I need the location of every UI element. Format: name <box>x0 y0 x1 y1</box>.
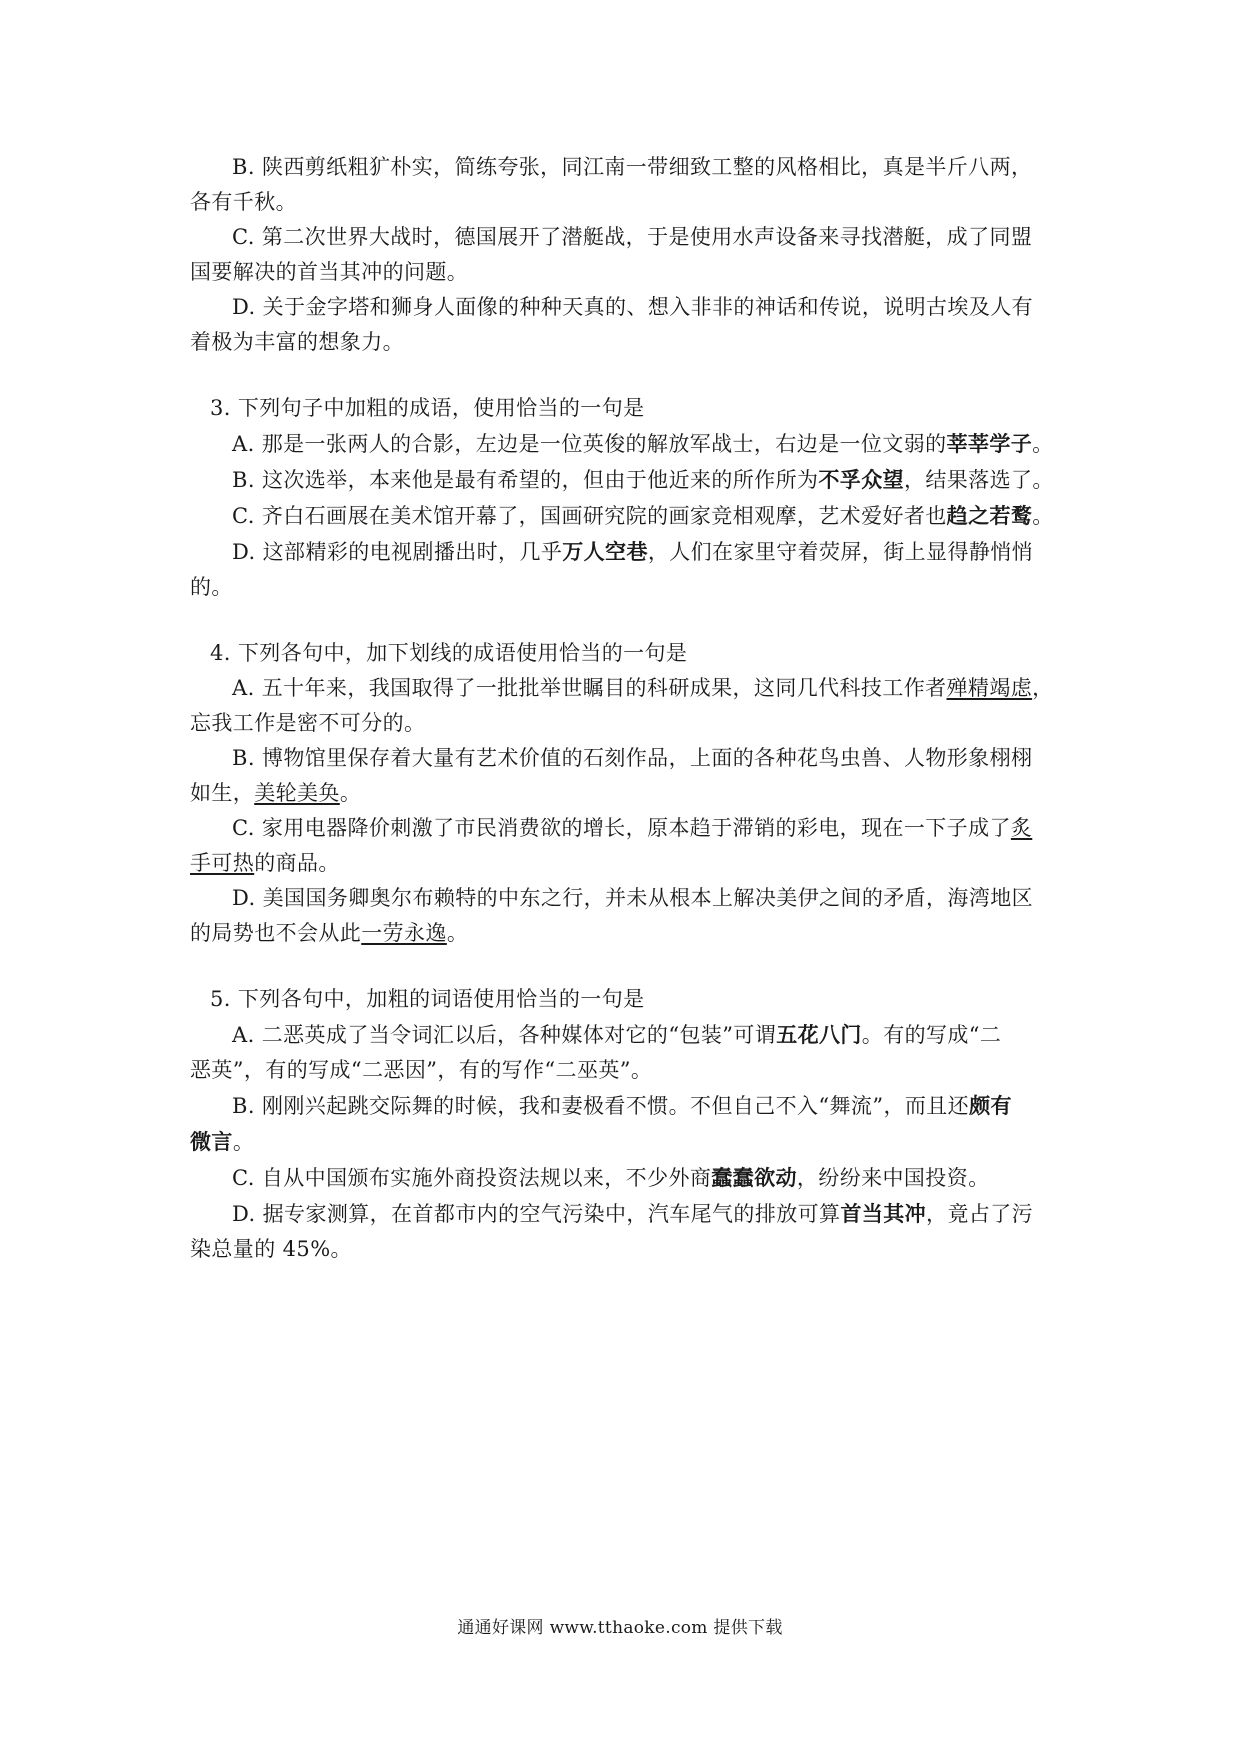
option-text: C. 齐白石画展在美术馆开幕了，国画研究院的画家竞相观摩，艺术爱好者也 <box>232 504 947 528</box>
bold-idiom: 趋之若鹜 <box>946 503 1033 528</box>
option-text: D. 据专家测算，在首都市内的空气污染中，汽车尾气的排放可算 <box>232 1202 841 1226</box>
option-text: 忘我工作是密不可分的。 <box>190 711 426 735</box>
option-text: ，竟占了污 <box>926 1202 1034 1226</box>
option-text: B. 这次选举，本来他是最有希望的，但由于他近来的所作所为 <box>232 468 819 492</box>
option-text: B. 刚刚兴起跳交际舞的时候，我和妻极看不惯。不但自己不入“舞流”，而且还 <box>232 1094 970 1118</box>
option-text: 如生， <box>190 781 255 805</box>
option-text: A. 二恶英成了当令词汇以后，各种媒体对它的“包装”可谓 <box>232 1023 777 1047</box>
bold-idiom: 首当其冲 <box>840 1201 927 1226</box>
underlined-idiom: 殚精竭虑 <box>946 676 1033 700</box>
bold-idiom: 万人空巷 <box>562 539 648 564</box>
question-4-title: 4. 下列各句中，加下划线的成语使用恰当的一句是 <box>210 641 688 665</box>
underlined-idiom: 手可热 <box>190 851 255 875</box>
option-text: ，结果落选了。 <box>904 468 1054 492</box>
option-text: D. 这部精彩的电视剧播出时，几乎 <box>232 540 563 564</box>
option-3c <box>190 498 1058 534</box>
option-5a <box>190 1017 1058 1088</box>
option-3d <box>190 534 1058 605</box>
question-5 <box>190 982 1058 1267</box>
option-3b <box>190 462 1058 498</box>
question-3 <box>190 391 1058 605</box>
underlined-idiom: 一劳永逸 <box>361 921 447 945</box>
bold-idiom: 莘莘学子 <box>946 431 1033 456</box>
underlined-idiom: 炙 <box>1010 816 1033 840</box>
footer-text: 通通好课网 www.tthaoke.com 提供下载 <box>457 1618 783 1638</box>
option-text: 的。 <box>190 575 233 599</box>
bold-idiom: 微言 <box>190 1129 233 1154</box>
bold-idiom: 蠢蠢欲动 <box>711 1165 797 1190</box>
question-3-title: 3. 下列句子中加粗的成语，使用恰当的一句是 <box>210 396 645 420</box>
question-4 <box>190 636 1058 951</box>
option-text: D. 美国国务卿奥尔布赖特的中东之行，并未从根本上解决美伊之间的矛盾，海湾地区 <box>232 886 1034 910</box>
option-text: 。 <box>1032 432 1054 456</box>
option-4c <box>190 811 1058 881</box>
option-text: 。有的写成“二 <box>861 1023 1002 1047</box>
question-5-title: 5. 下列各句中，加粗的词语使用恰当的一句是 <box>210 987 645 1011</box>
underlined-idiom: 美轮美奂 <box>254 781 340 805</box>
option-text: C. 第二次世界大战时，德国展开了潜艇战，于是使用水声设备来寻找潜艇，成了同盟 <box>232 225 1033 249</box>
option-text: 国要解决的首当其冲的问题。 <box>190 260 469 284</box>
option-text: A. 五十年来，我国取得了一批批举世瞩目的科研成果，这同几代科技工作者 <box>232 676 947 700</box>
option-text: ，纷纷来中国投资。 <box>796 1166 990 1190</box>
option-text: 的局势也不会从此 <box>190 921 362 945</box>
option-text: 恶英”，有的写成“二恶因”，有的写作“二巫英”。 <box>190 1058 653 1082</box>
option-text: C. 自从中国颁布实施外商投资法规以来，不少外商 <box>232 1166 712 1190</box>
option-text: 的商品。 <box>254 851 340 875</box>
option-text: ， <box>1032 676 1054 700</box>
option-text: 着极为丰富的想象力。 <box>190 330 404 354</box>
option-text: 。 <box>339 781 362 805</box>
option-text: 。 <box>446 921 469 945</box>
option-2c <box>190 220 1058 290</box>
bold-idiom: 颇有 <box>969 1093 1012 1118</box>
option-4b <box>190 741 1058 811</box>
option-text: D. 关于金字塔和狮身人面像的种种天真的、想入非非的神话和传说，说明古埃及人有 <box>232 295 1034 319</box>
option-2b <box>190 150 1058 220</box>
document-body <box>190 150 1058 1267</box>
option-4a <box>190 671 1058 741</box>
option-5b <box>190 1088 1058 1160</box>
option-text: B. 博物馆里保存着大量有艺术价值的石刻作品，上面的各种花鸟虫兽、人物形象栩栩 <box>232 746 1033 770</box>
option-text: 。 <box>232 1130 255 1154</box>
bold-idiom: 不孚众望 <box>818 467 904 492</box>
page-footer <box>0 1616 1240 1640</box>
option-text: A. 那是一张两人的合影，左边是一位英俊的解放军战士，右边是一位文弱的 <box>232 432 947 456</box>
option-text: ，人们在家里守着荧屏，街上显得静悄悄 <box>647 540 1034 564</box>
option-text: 各有千秋。 <box>190 190 297 214</box>
option-5c <box>190 1160 1058 1196</box>
option-text: C. 家用电器降价刺激了市民消费欲的增长，原本趋于滞销的彩电，现在一下子成了 <box>232 816 1011 840</box>
option-2d <box>190 290 1058 360</box>
option-text: 染总量的 45%。 <box>190 1237 352 1261</box>
option-3a <box>190 426 1058 462</box>
option-4d <box>190 881 1058 951</box>
option-5d <box>190 1196 1058 1267</box>
bold-idiom: 五花八门 <box>776 1022 862 1047</box>
option-text: 。 <box>1032 504 1054 528</box>
question-2-options <box>190 150 1058 360</box>
option-text: B. 陕西剪纸粗犷朴实，简练夸张，同江南一带细致工整的风格相比，真是半斤八两， <box>232 155 1033 179</box>
